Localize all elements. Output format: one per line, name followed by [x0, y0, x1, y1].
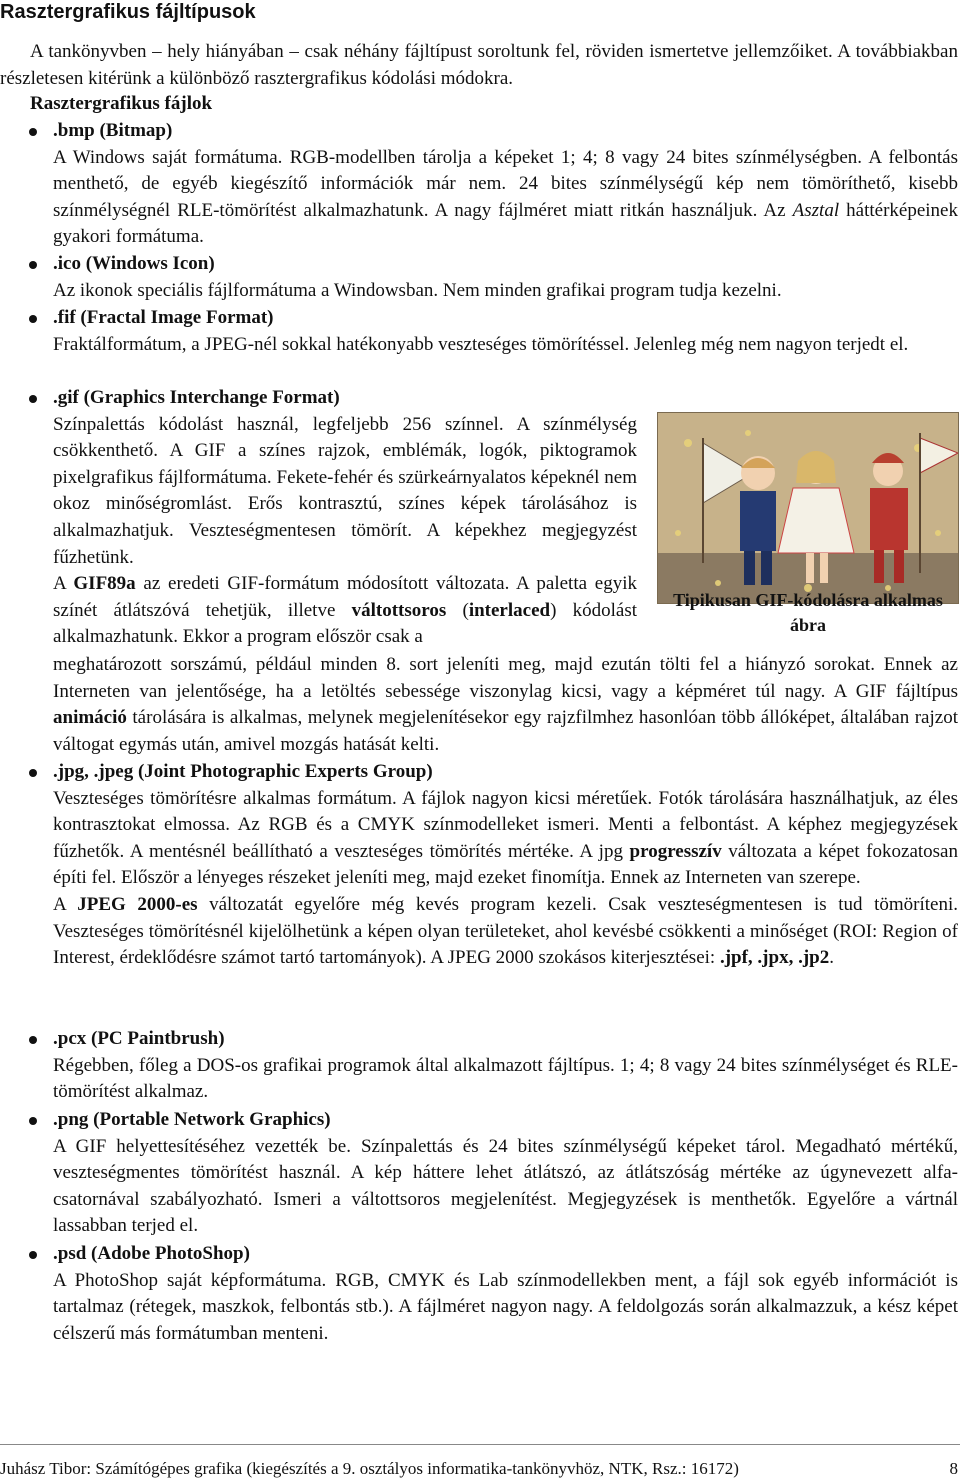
gif89a-description: A GIF89a az eredeti GIF-formátum módosított változata. A paletta egyik színét átlátszóvá tehetjük, illetve váltottsoros (interlaced) kódolást alkalmazhatunk. Ekkor a program először csak a	[53, 573, 638, 648]
ico-title: .ico (Windows Icon)	[53, 253, 215, 274]
intro-paragraph: A tankönyvben – hely hiányában – csak néhány fájltípust soroltunk fel, röviden ismertetve jellemzőiket. A továbbiakban részletesen kitérünk a különböző rasztergrafikus kódolási módokra.	[0, 41, 958, 89]
page-number: 8	[949, 1459, 958, 1478]
png-title: .png (Portable Network Graphics)	[53, 1109, 331, 1130]
jpg-description: Veszteséges tömörítésre alkalmas formátum. A fájlok nagyon kicsi méretűek. Fotók tárolására használhatjuk, az éles kontrasztokat elmossa. Az RGB és a CMYK színmodelleket ismeri. Menti a felbontást. A képhez megjegyzések fűzhetők. A mentésnél beállítható a veszteséges tömörítés mértéke. A jpg progresszív változata a képet fokozatosan építi fel. Először a lényeges részeket jeleníti meg, majd ezeket finomítja. Ennek az Interneten van szerepe.	[53, 787, 958, 889]
bullet-icon	[29, 1117, 37, 1125]
ico-description: Az ikonok speciális fájlformátuma a Windowsban. Nem minden grafikai program tudja kezelni.	[53, 279, 782, 301]
footer-divider	[0, 1444, 960, 1445]
bullet-icon	[29, 1251, 37, 1259]
gif-interlace-continued: meghatározott sorszámú, például minden 8. sort jeleníti meg, majd ezután tölti fel a hiányzó sorokat. Ennek az Interneten van jelentősége, ha a letöltés sebessége viszonylag kicsi, vagy a képméret túl nagy. A GIF fájltípus animáció tárolására is alkalmas, melynek megjelenítésekor egy rajzfilmhez hasonlóan több állóképet, általában rajzot váltogat egymás után, amivel mozgás hatását kelti.	[53, 654, 958, 755]
fif-title: .fif (Fractal Image Format)	[53, 307, 274, 328]
footer-citation: Juhász Tibor: Számítógépes grafika (kiegészítés a 9. osztályos informatika-tankönyvhöz, NTK, Rsz.: 16172)	[0, 1459, 739, 1478]
pcx-title: .pcx (PC Paintbrush)	[53, 1028, 225, 1049]
bmp-entry	[53, 118, 958, 251]
page-title: Rasztergrafikus fájltípusok	[0, 1, 256, 23]
png-entry	[53, 1107, 958, 1240]
png-description: A GIF helyettesítéséhez vezették be. Színpalettás és 24 bites színmélységű képeket tárol. Megadható mértékű, veszteségmentes tömörítést használ. A kép háttere lehet átlátszó, az átlátszóság mértéke az úgynevezett alfa-csatornával szabályozható. Ismeri a váltottsoros megjelenítést. Megjegyzések is menthetők. Egyelőre a vártnál lassabban terjed el.	[53, 1135, 958, 1237]
gif-description: Színpalettás kódolást használ, legfeljebb 256 színnel. A színmélység csökkenthető. A GIF a színes rajzok, emblémák, logók, piktogramok pixelgrafikus fájlformátuma. Fekete-fehér és szürkeárnyalatos képeknél nem okoz minőségromlást. Erős kontrasztú, színes képek tárolásához is alkalmazhatjuk. Veszteségmentesen tömörít. A képekhez megjegyzést fűzhetünk.	[53, 413, 637, 568]
ico-entry	[53, 251, 958, 304]
psd-title: .psd (Adobe PhotoShop)	[53, 1243, 250, 1264]
bmp-title: .bmp (Bitmap)	[53, 120, 173, 141]
fif-entry	[53, 305, 958, 358]
figure-caption: Tipikusan GIF-kódolásra alkalmas ábra	[673, 590, 943, 635]
bmp-description: A Windows saját formátuma. RGB-modellben tárolja a képeket 1; 4; 8 vagy 24 bites színmélységben. A felbontás menthető, de egyéb kiegészítő információk már nem. 24 bites színmélységű kép nem tömöríthető, kisebb színmélységnél RLE-tömörítést alkalmazhatunk. A nagy fájlméret miatt ritkán használjuk. Az Asztal háttérképeinek gyakori formátuma.	[53, 146, 958, 248]
bullet-icon	[29, 395, 37, 403]
bullet-icon	[29, 128, 37, 136]
bullet-icon	[29, 315, 37, 323]
gif-title: .gif (Graphics Interchange Format)	[53, 387, 340, 408]
bullet-icon	[29, 261, 37, 269]
jpg-title: .jpg, .jpeg (Joint Photographic Experts Group)	[53, 761, 433, 782]
pcx-entry	[53, 1026, 958, 1106]
psd-description: A PhotoShop saját képformátuma. RGB, CMYK és Lab színmodellekben ment, a fájl sok egyéb információt is tartalmaz (rétegek, maszkok, felbontás stb.). A fájlméret nagyon nagy. A feldolgozás során alkalmazzuk, a kész képet célszerű más formátumban menteni.	[53, 1269, 958, 1344]
pcx-description: Régebben, főleg a DOS-os grafikai programok által alkalmazott fájltípus. 1; 4; 8 vagy 24 bites színmélységet és RLE-tömörítést alkalmaz.	[53, 1054, 958, 1103]
fif-description: Fraktálformátum, a JPEG-nél sokkal hatékonyabb veszteséges tömörítéssel. Jelenleg még nem nagyon terjedt el.	[53, 333, 909, 355]
jpeg2000-description: A JPEG 2000-es változatát egyelőre még kevés program kezeli. Csak veszteségmentesen is tud tömöríteni. Veszteséges tömörítésnél kijelölhetünk a képen olyan területeket, ahol kevésbé csökkenti a minőséget (ROI: Region of Interest, érdeklődésre számot tartó tartományok). A JPEG 2000 szokásos kiterjesztései: .jpf, .jpx, .jp2.	[53, 893, 958, 969]
illustration-children-flags	[658, 413, 958, 603]
psd-entry	[53, 1241, 958, 1347]
gif-example-image	[657, 412, 959, 604]
section-heading: Rasztergrafikus fájlok	[30, 93, 213, 114]
page-footer	[0, 1458, 960, 1480]
bullet-icon	[29, 1036, 37, 1044]
bullet-icon	[29, 769, 37, 777]
jpg-entry	[53, 759, 958, 972]
